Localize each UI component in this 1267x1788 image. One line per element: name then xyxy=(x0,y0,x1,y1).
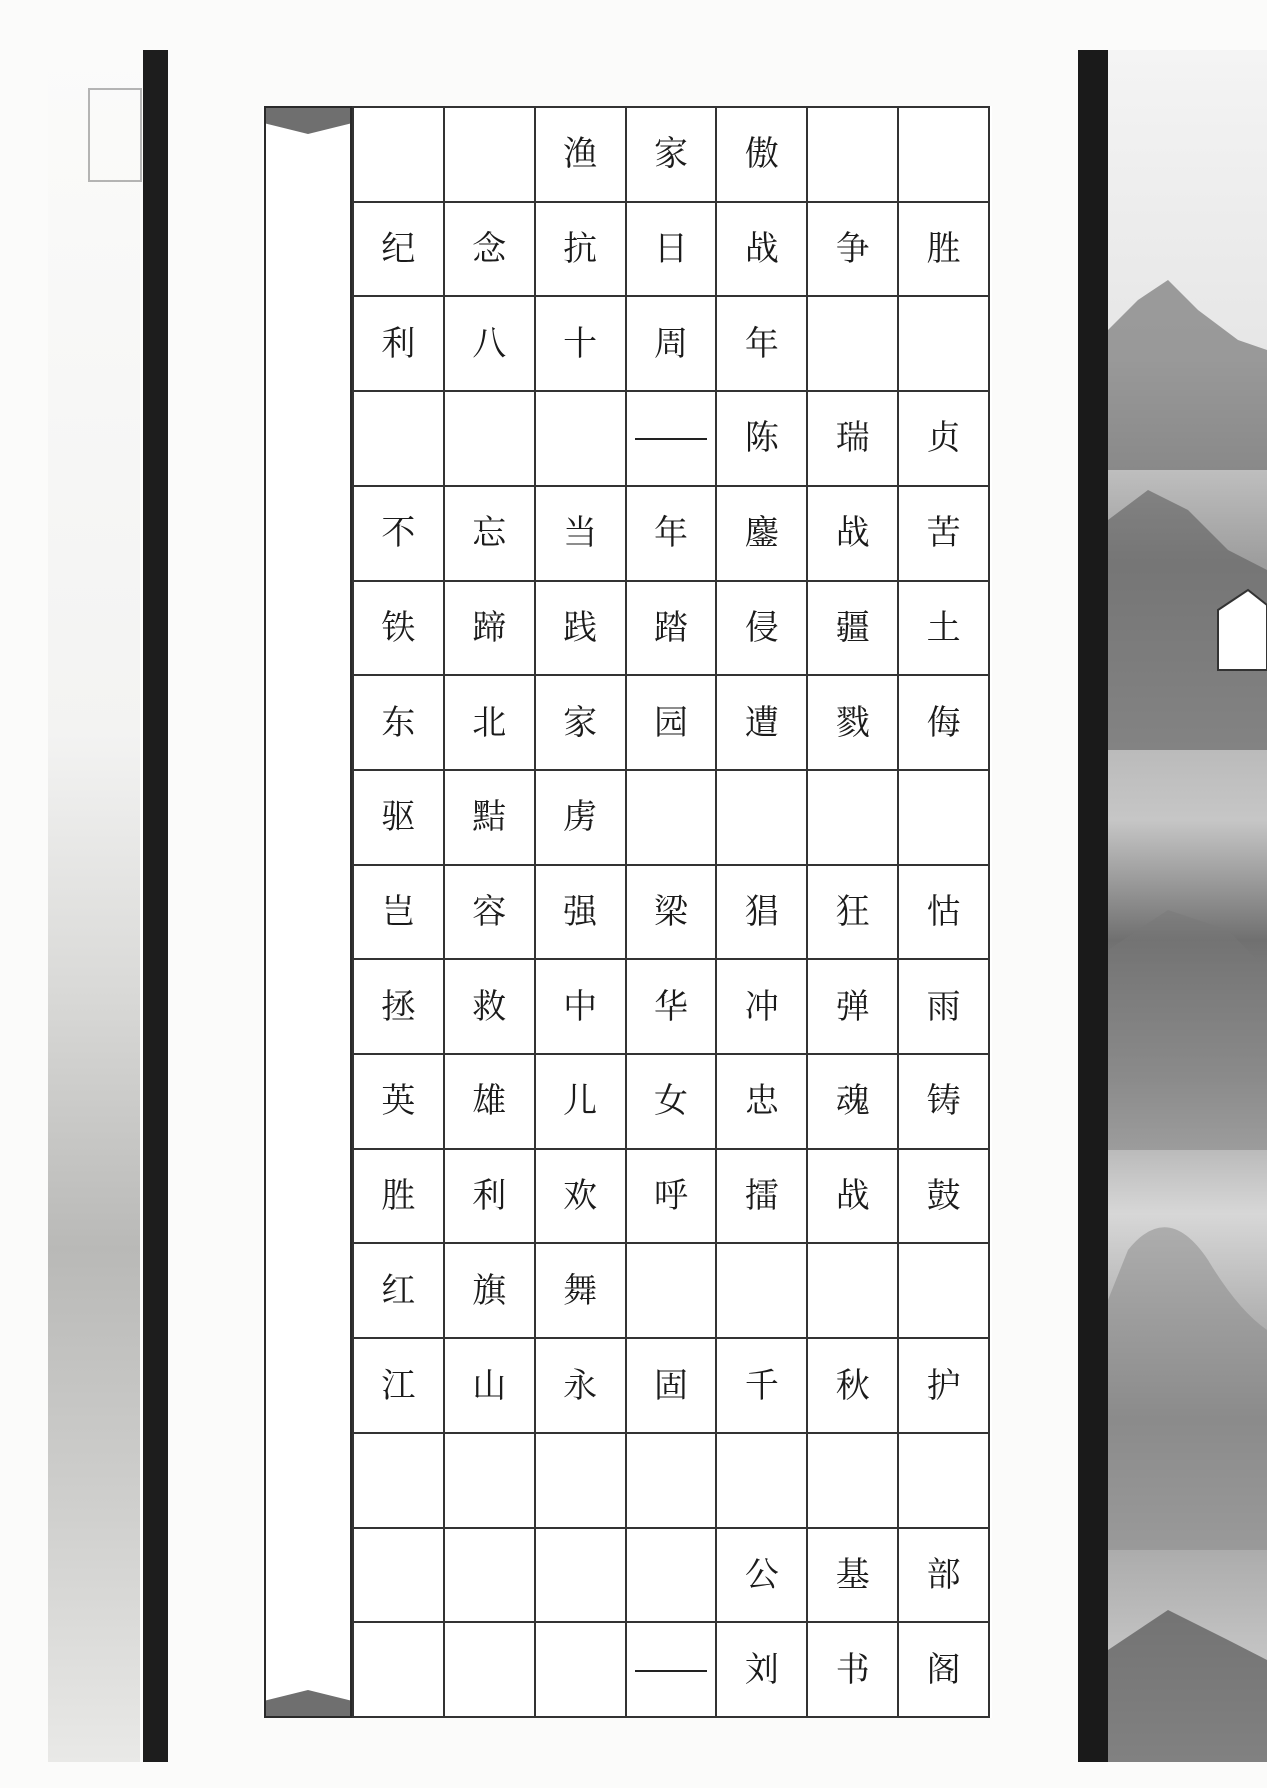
grid-cell: 战 xyxy=(808,1150,899,1245)
grid-cell: 不 xyxy=(354,487,445,582)
grid-cell: 容 xyxy=(445,866,536,961)
grid-cell xyxy=(808,108,899,203)
grid-cell: 战 xyxy=(717,203,808,298)
grid-cell xyxy=(808,771,899,866)
grid-cell: 战 xyxy=(808,487,899,582)
grid-cell: 猖 xyxy=(717,866,808,961)
grid-cell: 山 xyxy=(445,1339,536,1434)
grid-cell: 拯 xyxy=(354,960,445,1055)
grid-cell xyxy=(627,1244,718,1339)
grid-cell: 胜 xyxy=(899,203,990,298)
grid-cell xyxy=(899,1434,990,1529)
grid-cell: 怙 xyxy=(899,866,990,961)
grid-cell: 争 xyxy=(808,203,899,298)
grid-cell: 瑞 xyxy=(808,392,899,487)
grid-cell: 旗 xyxy=(445,1244,536,1339)
grid-cell: 贞 xyxy=(899,392,990,487)
grid-cell xyxy=(627,1434,718,1529)
grid-cell: 踏 xyxy=(627,582,718,677)
grid-cell: 践 xyxy=(536,582,627,677)
grid-cell: 部 xyxy=(899,1529,990,1624)
grid-cell: 雄 xyxy=(445,1055,536,1150)
grid-cell xyxy=(445,1529,536,1624)
character-grid xyxy=(352,106,990,1718)
grid-cell: 年 xyxy=(717,297,808,392)
grid-cell: 忘 xyxy=(445,487,536,582)
grid-cell: 江 xyxy=(354,1339,445,1434)
grid-cell: 陈 xyxy=(717,392,808,487)
grid-cell: 铁 xyxy=(354,582,445,677)
grid-cell: 书 xyxy=(808,1623,899,1718)
grid-cell: 土 xyxy=(899,582,990,677)
grid-cell xyxy=(808,1434,899,1529)
grid-cell: 刘 xyxy=(717,1623,808,1718)
grid-cell xyxy=(627,1623,718,1718)
grid-cell: 雨 xyxy=(899,960,990,1055)
grid-cell: 英 xyxy=(354,1055,445,1150)
grid-cell: 擂 xyxy=(717,1150,808,1245)
seal-stamp xyxy=(88,88,142,182)
scroll-cap-top xyxy=(266,108,350,134)
grid-cell xyxy=(354,108,445,203)
grid-cell: 秋 xyxy=(808,1339,899,1434)
grid-cell: 基 xyxy=(808,1529,899,1624)
grid-cell xyxy=(899,771,990,866)
grid-cell: 遭 xyxy=(717,676,808,771)
grid-cell xyxy=(354,1623,445,1718)
grid-cell xyxy=(808,297,899,392)
grid-cell: 疆 xyxy=(808,582,899,677)
grid-cell: 女 xyxy=(627,1055,718,1150)
grid-cell: 鏖 xyxy=(717,487,808,582)
grid-cell: 舞 xyxy=(536,1244,627,1339)
left-scroll-bar xyxy=(143,50,168,1762)
grid-cell: 十 xyxy=(536,297,627,392)
grid-cell: 念 xyxy=(445,203,536,298)
grid-cell: 魂 xyxy=(808,1055,899,1150)
landscape-painting xyxy=(1108,50,1267,1762)
grid-cell: 固 xyxy=(627,1339,718,1434)
grid-cell: 驱 xyxy=(354,771,445,866)
grid-cell: 利 xyxy=(445,1150,536,1245)
grid-cell: 永 xyxy=(536,1339,627,1434)
grid-cell: 侮 xyxy=(899,676,990,771)
grid-cell: 虏 xyxy=(536,771,627,866)
grid-cell: 梁 xyxy=(627,866,718,961)
grid-cell xyxy=(354,392,445,487)
grid-cell: 红 xyxy=(354,1244,445,1339)
grid-cell xyxy=(899,1244,990,1339)
grid-cell: 年 xyxy=(627,487,718,582)
grid-cell: 八 xyxy=(445,297,536,392)
grid-cell xyxy=(445,392,536,487)
grid-cell: 呼 xyxy=(627,1150,718,1245)
grid-cell: 抗 xyxy=(536,203,627,298)
grid-cell: 家 xyxy=(627,108,718,203)
grid-cell: 华 xyxy=(627,960,718,1055)
grid-cell xyxy=(445,1623,536,1718)
grid-cell xyxy=(354,1529,445,1624)
grid-cell xyxy=(627,771,718,866)
grid-cell xyxy=(536,1434,627,1529)
grid-cell: 园 xyxy=(627,676,718,771)
grid-cell: 日 xyxy=(627,203,718,298)
grid-cell: 当 xyxy=(536,487,627,582)
grid-cell xyxy=(808,1244,899,1339)
grid-cell: 公 xyxy=(717,1529,808,1624)
grid-cell xyxy=(717,1244,808,1339)
grid-cell xyxy=(354,1434,445,1529)
grid-cell: 戮 xyxy=(808,676,899,771)
grid-cell xyxy=(627,1529,718,1624)
grid-cell: 利 xyxy=(354,297,445,392)
grid-cell: 强 xyxy=(536,866,627,961)
grid-cell: 阁 xyxy=(899,1623,990,1718)
grid-cell: 铸 xyxy=(899,1055,990,1150)
grid-cell: 苦 xyxy=(899,487,990,582)
grid-cell: 狂 xyxy=(808,866,899,961)
grid-cell xyxy=(445,108,536,203)
scroll-cap-bottom xyxy=(266,1690,350,1716)
grid-cell: 胜 xyxy=(354,1150,445,1245)
left-decorative-border xyxy=(48,50,140,1762)
grid-cell xyxy=(899,297,990,392)
grid-cell: 周 xyxy=(627,297,718,392)
grid-cell: 鼓 xyxy=(899,1150,990,1245)
grid-cell: 救 xyxy=(445,960,536,1055)
grid-cell: 欢 xyxy=(536,1150,627,1245)
grid-cell xyxy=(899,108,990,203)
grid-cell: 傲 xyxy=(717,108,808,203)
grid-cell: 渔 xyxy=(536,108,627,203)
grid-cell: 北 xyxy=(445,676,536,771)
landscape-painting-art xyxy=(1108,50,1267,1762)
grid-cell: 忠 xyxy=(717,1055,808,1150)
right-scroll-bar xyxy=(1078,50,1108,1762)
grid-cell xyxy=(536,392,627,487)
grid-cell xyxy=(536,1623,627,1718)
grid-cell: 侵 xyxy=(717,582,808,677)
grid-cell: 黠 xyxy=(445,771,536,866)
grid-cell: 儿 xyxy=(536,1055,627,1150)
scroll-rod xyxy=(264,106,352,1718)
grid-cell: 纪 xyxy=(354,203,445,298)
grid-cell: 蹄 xyxy=(445,582,536,677)
grid-cell: 家 xyxy=(536,676,627,771)
grid-cell: 中 xyxy=(536,960,627,1055)
grid-cell: 东 xyxy=(354,676,445,771)
grid-cell: 千 xyxy=(717,1339,808,1434)
grid-cell xyxy=(627,392,718,487)
grid-cell xyxy=(445,1434,536,1529)
grid-cell xyxy=(717,1434,808,1529)
grid-cell: 弹 xyxy=(808,960,899,1055)
grid-cell xyxy=(536,1529,627,1624)
grid-cell: 护 xyxy=(899,1339,990,1434)
grid-cell: 冲 xyxy=(717,960,808,1055)
grid-cell: 岂 xyxy=(354,866,445,961)
grid-cell xyxy=(717,771,808,866)
